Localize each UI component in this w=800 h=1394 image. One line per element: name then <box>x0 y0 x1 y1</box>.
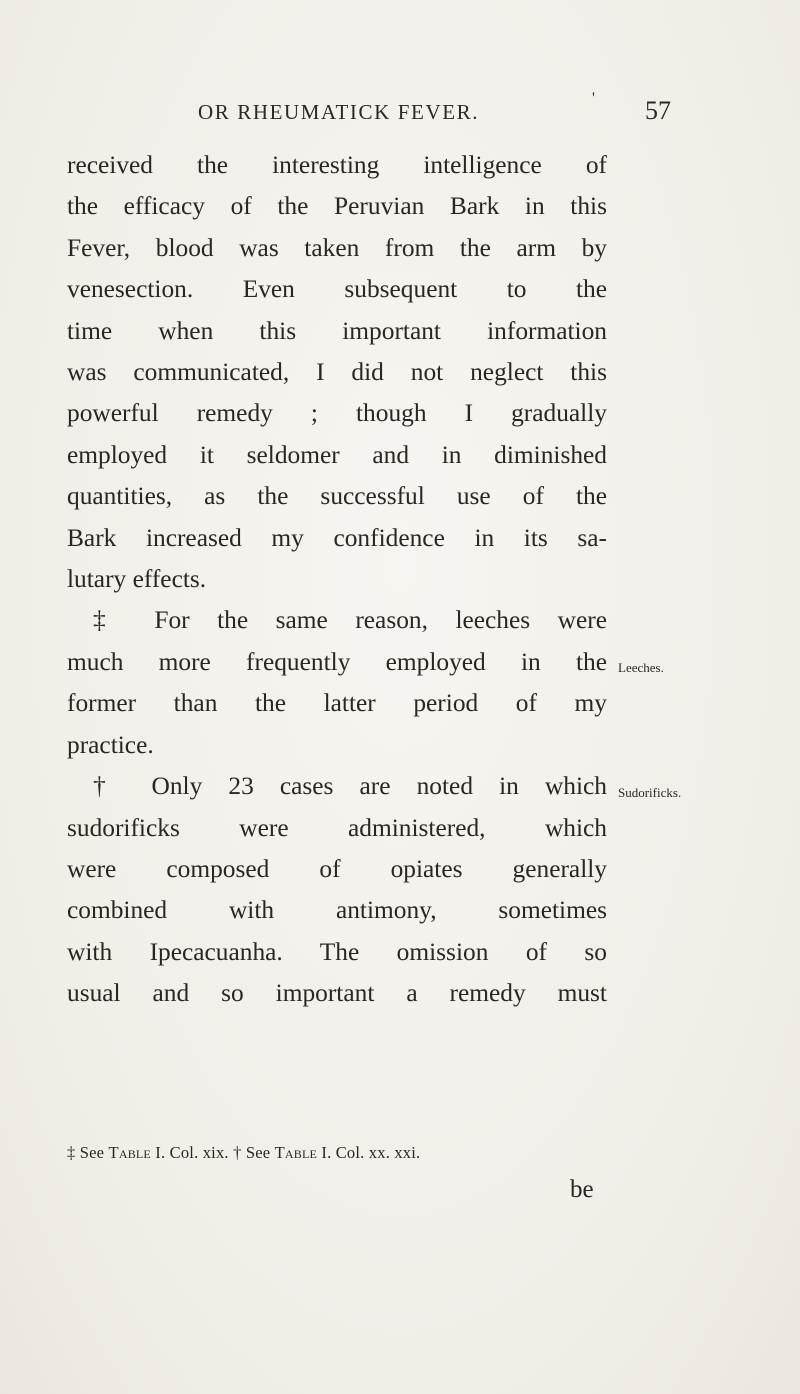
text-line: sudorificks were administered, which <box>67 813 607 842</box>
text-line: received the interesting intelligence of <box>67 151 607 179</box>
body-text <box>67 145 607 1015</box>
catchword: be <box>570 1176 594 1203</box>
footnote-reference: I. Col. xx. xxi. <box>321 1143 421 1162</box>
text-line: employed it seldomer and in diminished <box>67 440 607 469</box>
page-number: 57 <box>645 96 671 125</box>
text-line: were composed of opiates generally <box>67 854 607 883</box>
footnote-mark-dagger: † <box>233 1143 242 1162</box>
text-line: Bark increased my confidence in its sa- <box>67 523 607 552</box>
footnotes <box>67 1143 420 1163</box>
text-line: much more frequently employed in the <box>67 647 607 676</box>
footnote-table-label: Table <box>108 1143 151 1162</box>
text-line: was communicated, I did not neglect this <box>67 358 607 387</box>
footnote-see: See <box>79 1143 105 1162</box>
text-line: the efficacy of the Peruvian Bark in this <box>67 192 607 221</box>
footnote-table-label: Table <box>274 1143 318 1162</box>
text-line: † Only 23 cases are noted in which <box>93 772 607 801</box>
stray-mark: ' <box>592 90 597 107</box>
footnote-reference: I. Col. xix. <box>155 1143 229 1162</box>
footnote-mark-double-dagger: ‡ <box>67 1143 76 1162</box>
text-line: time when this important information <box>67 316 607 345</box>
text-line: with Ipecacuanha. The omission of so <box>67 937 607 966</box>
margin-note-leeches: Leeches. <box>618 660 664 675</box>
text-line: powerful remedy ; though I gradually <box>67 399 607 428</box>
footnote-see: See <box>245 1143 271 1162</box>
text-line: ‡ For the same reason, leeches were <box>93 606 607 635</box>
text-line: lutary effects. <box>67 565 207 594</box>
text-line: practice. <box>67 730 154 759</box>
text-line: venesection. Even subsequent to the <box>67 275 607 304</box>
text-line: usual and so important a remedy must <box>67 979 607 1008</box>
text-line: former than the latter period of my <box>67 689 607 718</box>
text-line: combined with antimony, sometimes <box>67 896 607 925</box>
margin-note-sudorificks: Sudorificks. <box>618 785 682 800</box>
text-line: quantities, as the successful use of the <box>67 482 607 511</box>
running-title: OR RHEUMATICK FEVER. <box>198 100 480 124</box>
running-head <box>198 90 597 125</box>
text-line: Fever, blood was taken from the arm by <box>67 233 607 262</box>
